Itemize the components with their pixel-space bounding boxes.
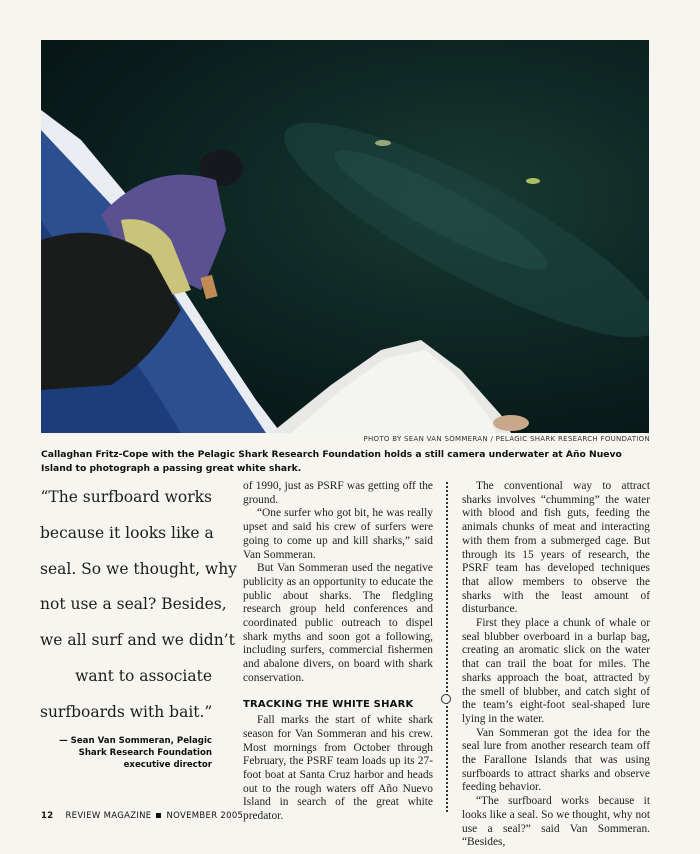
publication-name: REVIEW MAGAZINE xyxy=(65,811,152,821)
boat-and-shark-illustration xyxy=(41,40,649,433)
pull-quote-attribution: — Sean Van Sommeran, Pelagic Shark Research Foundation executive director xyxy=(59,735,212,770)
paragraph: of 1990, just as PSRF was getting off the ground. xyxy=(243,480,433,506)
article-column-2 xyxy=(243,480,433,824)
paragraph: Van Sommeran got the idea for the seal lure from another research team off the Farallone Islands that was using surfboards to attract sharks and observe feeding behavior. xyxy=(462,726,650,794)
divider-ornament xyxy=(441,694,451,704)
pull-quote-line: because it looks like a xyxy=(40,523,214,542)
square-bullet-icon xyxy=(156,813,161,818)
column-divider xyxy=(446,482,448,812)
photo-caption: Callaghan Fritz-Cope with the Pelagic Shark Research Foundation holds a still camera underwater at Año Nuevo Island to photograph a passing great white shark. xyxy=(41,449,622,474)
pull-quote-line: we all surf and we didn’t xyxy=(40,631,235,650)
pull-quote-line: want to associate xyxy=(75,666,212,685)
pull-quote-line: seal. So we thought, why xyxy=(40,559,237,578)
pull-quote-line: not use a seal? Besides, xyxy=(40,595,227,614)
photo-credit: PHOTO BY SEAN VAN SOMMERAN / PELAGIC SHARK RESEARCH FOUNDATION xyxy=(363,435,650,443)
page-footer xyxy=(41,811,243,821)
paragraph: First they place a chunk of whale or seal blubber overboard in a burlap bag, creating an aromatic slick on the water that can trail the boat for miles. The sharks approach the boat, attracted by the smell of blubber, and catch sight of the team’s eight-foot seal-shaped lure lying in the water. xyxy=(462,617,650,725)
pull-quote xyxy=(40,480,237,771)
pull-quote-line: surfboards with bait.” xyxy=(40,702,213,721)
pull-quote-line: “The surfboard works xyxy=(40,488,212,506)
paragraph: But Van Sommeran used the negative publicity as an opportunity to educate the public about sharks. The fledgling research group held conferences and coordinated public outreach to dispel shark myths and soon got a following, including surfers, commercial fishermen and abalone divers, on board with shark conservation. xyxy=(243,562,433,684)
paragraph: The conventional way to attract sharks involves “chumming” the water with blood and fish guts, feeding the animals chunks of meat and interacting with them from a submerged cage. But through its 15 years of research, the PSRF team has developed techniques that allow members to observe the sharks with the least amount of disturbance. xyxy=(462,480,650,616)
shark-photo xyxy=(41,40,649,433)
issue-date: NOVEMBER 2005 xyxy=(166,811,244,821)
page-number: 12 xyxy=(41,811,54,821)
section-subhead: TRACKING THE WHITE SHARK xyxy=(243,698,414,710)
paragraph: “One surfer who got bit, he was really upset and said his crew of surfers were going to come up and kill sharks,” said Van Sommeran. xyxy=(243,507,433,561)
paragraph: Fall marks the start of white shark season for Van Sommeran and his crew. Most mornings from October through February, the PSRF team loads up its 27-foot boat at Santa Cruz harbor and heads out to the rough waters off Año Nuevo Island in search of the great white predator. xyxy=(243,714,433,823)
article-column-3 xyxy=(462,480,650,850)
paragraph: “The surfboard works because it looks like a seal. So we thought, why not use a seal?” said Van Sommeran. “Besides, xyxy=(462,795,650,849)
